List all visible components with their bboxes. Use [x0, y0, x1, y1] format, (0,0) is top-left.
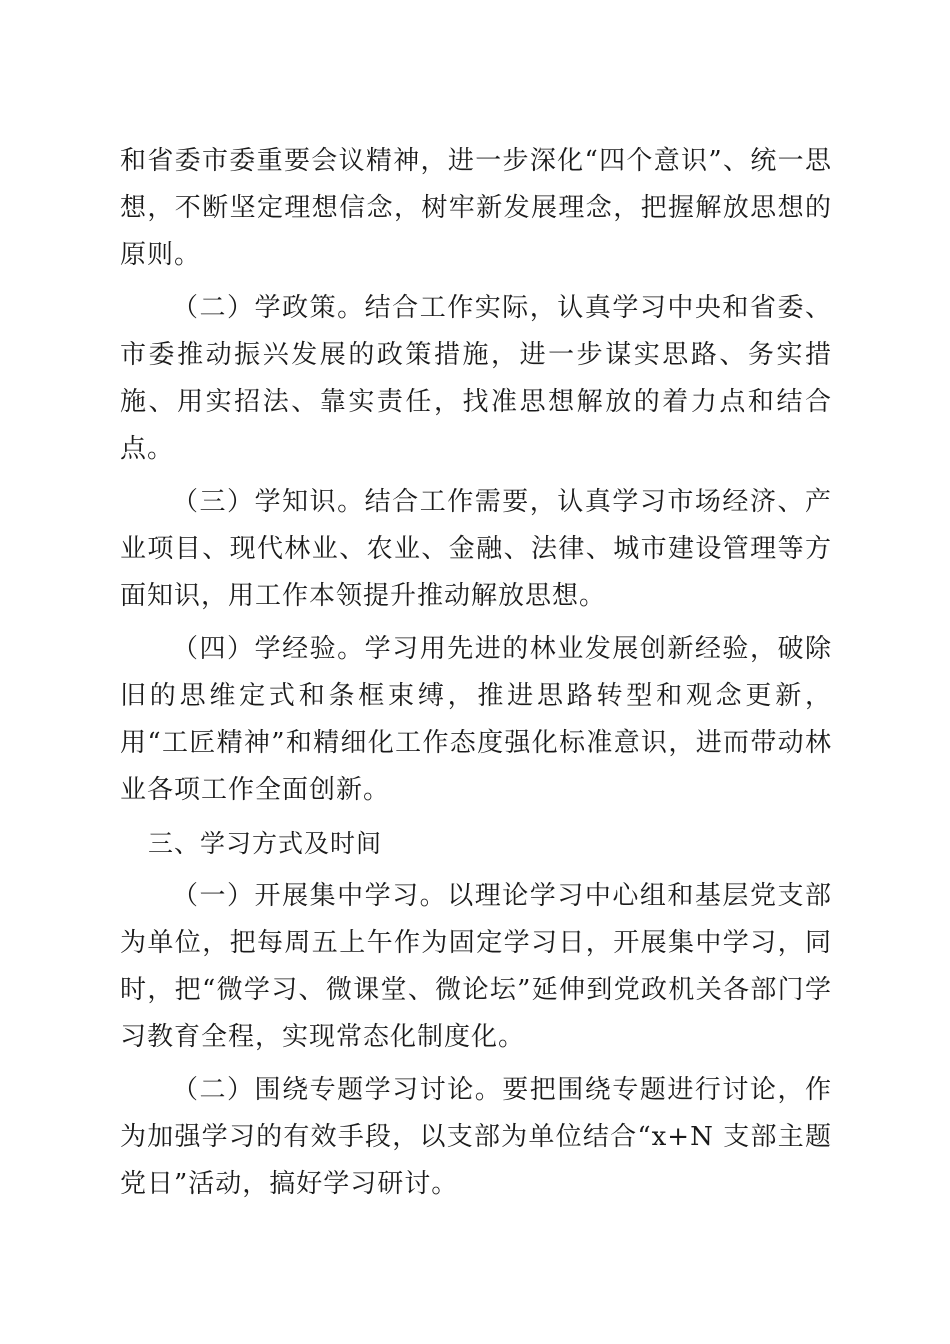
- paragraph-text: 学习用先进的林业发展创新经验，破除旧的思维定式和条框束缚，推进思路转型和观念更新，用“工匠精神”和精细化工作态度强化标准意识，进而带动林业各项工作全面创新。: [120, 634, 832, 805]
- section-heading: 三、学习方式及时间: [148, 829, 383, 858]
- paragraph-text: 以理论学习中心组和基层党支部为单位，把每周五上午作为固定学习日，开展集中学习，同时，把“微学习、微课堂、微论坛”延伸到党政机关各部门学习教育全程，实现常态化制度化。: [120, 881, 832, 1052]
- paragraph-principles: [120, 138, 832, 279]
- paragraph-lead: （二）围绕专题学习讨论。: [172, 1075, 503, 1105]
- paragraph-lead: （三）学知识。: [172, 487, 365, 517]
- paragraph-study-experience: [120, 626, 832, 814]
- paragraph-text: 结合工作需要，认真学习市场经济、产业项目、现代林业、农业、金融、法律、城市建设管理等方面知识，用工作本领提升推动解放思想。: [120, 487, 832, 611]
- paragraph-study-knowledge: [120, 479, 832, 620]
- paragraph-lead: （二）学政策。: [172, 293, 365, 323]
- paragraph-text: 要把围绕专题进行讨论，作为加强学习的有效手段，以支部为单位结合“x+N 支部主题党日”活动，搞好学习研讨。: [120, 1075, 832, 1199]
- paragraph-text: 和省委市委重要会议精神，进一步深化“四个意识”、统一思想，不断坚定理想信念，树牢新发展理念，把握解放思想的原则。: [120, 146, 832, 270]
- paragraph-study-policy: [120, 285, 832, 473]
- paragraph-centralized-study: [120, 873, 832, 1061]
- paragraph-lead: （一）开展集中学习。: [172, 881, 448, 911]
- paragraph-topic-discussion: [120, 1067, 832, 1208]
- document-body: [120, 138, 832, 1208]
- paragraph-text: 结合工作实际，认真学习中央和省委、市委推动振兴发展的政策措施，进一步谋实思路、务实措施、用实招法、靠实责任，找准思想解放的着力点和结合点。: [120, 293, 832, 464]
- paragraph-lead: （四）学经验。: [172, 634, 365, 664]
